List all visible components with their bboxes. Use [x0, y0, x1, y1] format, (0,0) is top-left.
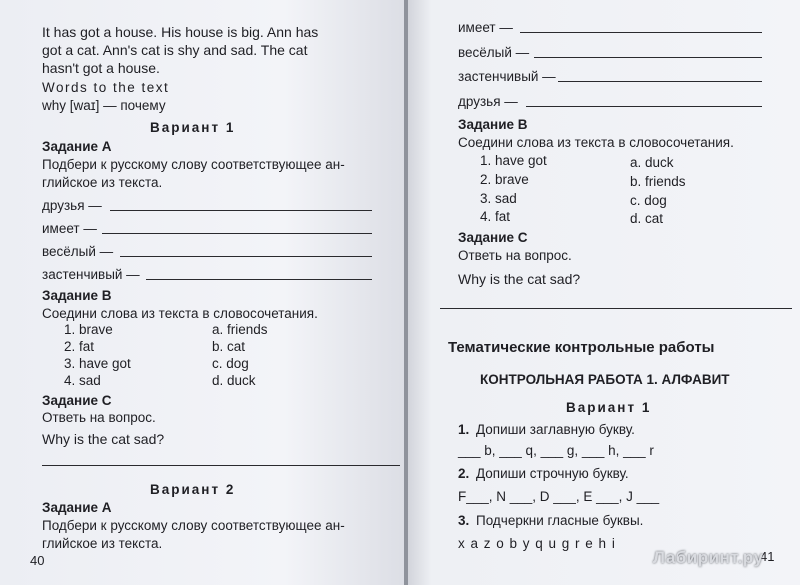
task-b-left-4: 4. sad: [64, 373, 101, 388]
page-number-left: 40: [30, 553, 45, 568]
task-b-right-4: d. cat: [630, 211, 664, 226]
task-2-line: F___, N ___, D ___, E ___, J ___: [458, 489, 660, 504]
task-a-word-2: имеет —: [42, 221, 97, 236]
variant-1-heading: Вариант 1: [566, 400, 652, 415]
task-3-line: x a z o b y q u g r e h i: [458, 536, 616, 551]
task-c-text: Ответь на вопрос.: [458, 248, 572, 263]
task-a2-text-1: Подбери к русскому слову соответствующее ан-: [42, 518, 345, 533]
page-number-right: 41: [760, 549, 775, 564]
task-b-right-1: a. duck: [630, 155, 674, 170]
right-page: [408, 0, 800, 585]
task-c-title: Задание С: [458, 230, 528, 245]
section-title: Тематические контрольные работы: [448, 339, 715, 356]
task-a-text-2: глийское из текста.: [42, 175, 163, 190]
task-b-left-3: 3. have got: [64, 356, 131, 371]
task-b-left-1: 1. brave: [64, 322, 113, 337]
task-b-title: Задание В: [458, 117, 528, 132]
task-a-word-1: имеет —: [458, 20, 513, 35]
answer-line: [42, 465, 400, 466]
task-a2-text-2: глийское из текста.: [42, 536, 163, 551]
story-line-3: hasn't got a house.: [42, 60, 160, 76]
task-c-text: Ответь на вопрос.: [42, 410, 156, 425]
task-b-right-2: b. cat: [212, 339, 246, 354]
task-b-text: Соедини слова из текста в словосочетания.: [42, 306, 318, 321]
answer-line: [146, 279, 372, 280]
story-line-1: It has got a house. His house is big. Ann has: [42, 24, 319, 40]
task-b-right-1: a. friends: [212, 322, 268, 337]
test-title: КОНТРОЛЬНАЯ РАБОТА 1. АЛФАВИТ: [480, 372, 730, 387]
task-b-left-1: 1. have got: [480, 153, 547, 168]
task-b-left-2: 2. brave: [480, 172, 529, 187]
task-b-left-4: 4. fat: [480, 209, 511, 224]
variant-1-heading: Вариант 1: [150, 120, 236, 135]
task-a-title: Задание А: [42, 139, 112, 154]
task-1-text: Допиши заглавную букву.: [476, 422, 635, 437]
task-1-number: 1.: [458, 422, 470, 437]
answer-line: [558, 81, 762, 82]
task-a-word-4: застенчивый —: [42, 267, 140, 282]
task-c-question: Why is the cat sad?: [42, 431, 165, 447]
answer-line: [534, 57, 762, 58]
task-b-title: Задание В: [42, 288, 112, 303]
task-b-right-4: d. duck: [212, 373, 256, 388]
task-a-word-1: друзья —: [42, 198, 102, 213]
watermark-logo: Лабиринт.ру: [653, 548, 764, 567]
task-b-right-2: b. friends: [630, 174, 686, 189]
answer-line: [120, 256, 372, 257]
answer-line: [102, 233, 372, 234]
why-line: why [waɪ] — почему: [42, 98, 166, 113]
task-a-word-3: весёлый —: [42, 244, 114, 259]
answer-line: [440, 308, 792, 309]
task-c-title: Задание С: [42, 393, 112, 408]
task-2-number: 2.: [458, 466, 470, 481]
answer-line: [526, 106, 762, 107]
task-a-word-4: друзья —: [458, 94, 518, 109]
task-c-question: Why is the cat sad?: [458, 271, 581, 287]
task-a-text-1: Подбери к русскому слову соответствующее ан-: [42, 157, 345, 172]
story-line-2: got a cat. Ann's cat is shy and sad. The cat: [42, 42, 308, 58]
task-a-word-2: весёлый —: [458, 45, 530, 60]
words-heading: Words to the text: [42, 80, 170, 95]
task-b-left-3: 3. sad: [480, 191, 517, 206]
answer-line: [110, 210, 372, 211]
task-3-text: Подчеркни гласные буквы.: [476, 513, 644, 528]
answer-line: [520, 32, 762, 33]
task-b-text: Соедини слова из текста в словосочетания.: [458, 135, 734, 150]
task-a-word-3: застенчивый —: [458, 69, 556, 84]
task-a2-title: Задание А: [42, 500, 112, 515]
task-b-left-2: 2. fat: [64, 339, 95, 354]
task-3-number: 3.: [458, 513, 470, 528]
task-2-text: Допиши строчную букву.: [476, 466, 629, 481]
task-1-line: ___ b, ___ q, ___ g, ___ h, ___ r: [458, 443, 654, 458]
task-b-right-3: c. dog: [212, 356, 249, 371]
task-b-right-3: c. dog: [630, 193, 667, 208]
variant-2-heading: Вариант 2: [150, 482, 236, 497]
